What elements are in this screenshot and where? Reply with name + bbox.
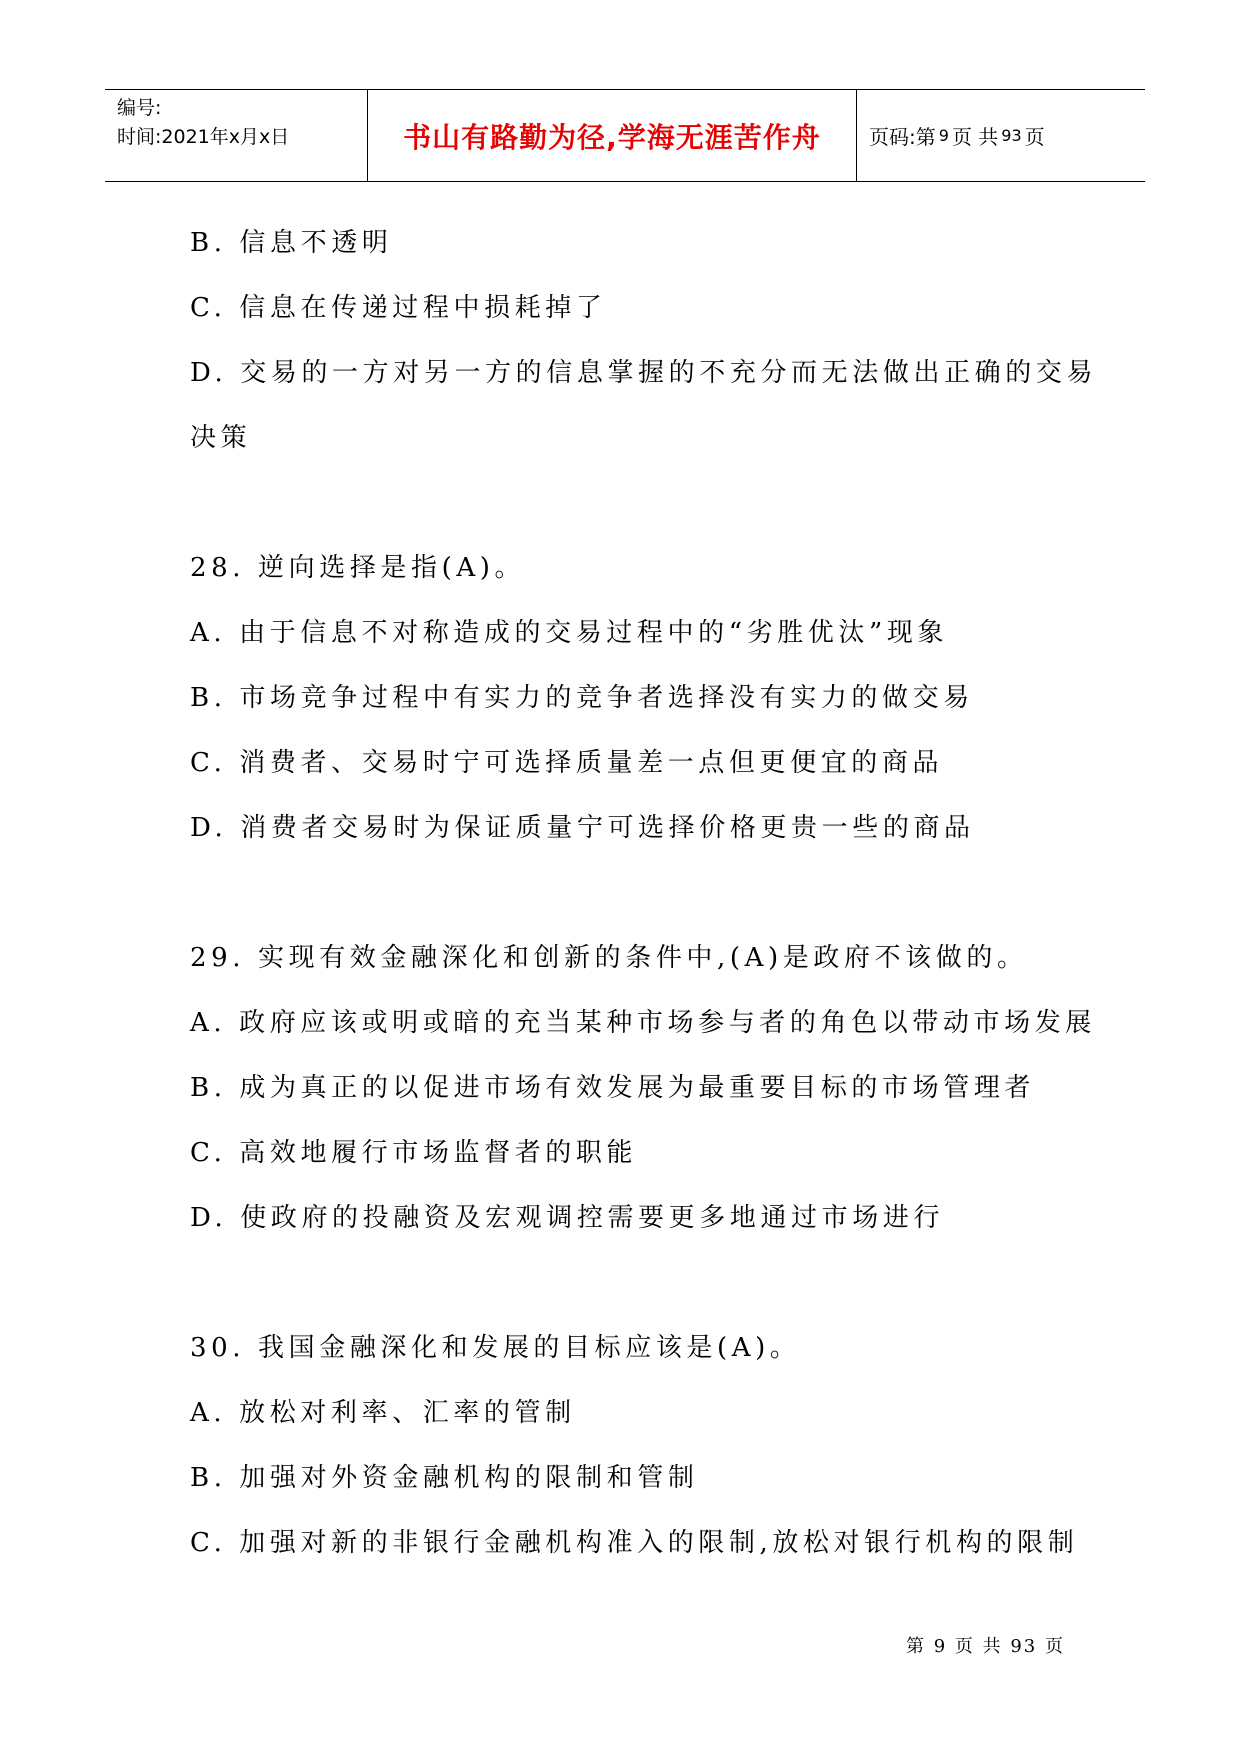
option-line: B. 加强对外资金融机构的限制和管制 [190,1463,699,1493]
option-line: C. 加强对新的非银行金融机构准入的限制,放松对银行机构的限制 [190,1528,1079,1558]
header-meta [105,90,368,181]
option-line: D. 消费者交易时为保证质量宁可选择价格更贵一些的商品 [190,813,975,843]
page-footer: 第 9 页 共 93 页 [906,1636,1065,1657]
page-prefix: 页码:第 [869,125,936,149]
option-line: B. 市场竞争过程中有实力的竞争者选择没有实力的做交易 [190,683,974,713]
page-suffix: 页 [1024,125,1045,149]
question-line: 28. 逆向选择是指(A)。 [190,553,526,583]
option-line: D. 交易的一方对另一方的信息掌握的不充分而无法做出正确的交易 [190,358,1098,388]
header-page-info [857,90,1145,181]
page-total: 93 [1001,126,1022,145]
header-motto: 书山有路勤为径,学海无涯苦作舟 [368,90,857,181]
document-number-label: 编号: [117,97,162,119]
option-line: A. 政府应该或明或暗的充当某种市场参与者的角色以带动市场发展 [190,1008,1096,1038]
option-line-continuation: 决策 [190,423,252,453]
option-line: D. 使政府的投融资及宏观调控需要更多地通过市场进行 [190,1203,945,1233]
document-time-label: 时间:2021年x月x日 [117,126,290,148]
option-line: B. 成为真正的以促进市场有效发展为最重要目标的市场管理者 [190,1073,1036,1103]
option-line: A. 由于信息不对称造成的交易过程中的“劣胜优汰”现象 [190,618,949,648]
option-line: C. 信息在传递过程中损耗掉了 [190,293,607,323]
page-middle: 页 共 [951,125,999,149]
question-line: 29. 实现有效金融深化和创新的条件中,(A)是政府不该做的。 [190,943,1028,973]
option-line: C. 消费者、交易时宁可选择质量差一点但更便宜的商品 [190,748,944,778]
option-line: B. 信息不透明 [190,228,393,258]
question-line: 30. 我国金融深化和发展的目标应该是(A)。 [190,1333,801,1363]
option-line: C. 高效地履行市场监督者的职能 [190,1138,638,1168]
page-header [105,89,1145,182]
page-current: 9 [938,126,949,145]
option-line: A. 放松对利率、汇率的管制 [190,1398,576,1428]
